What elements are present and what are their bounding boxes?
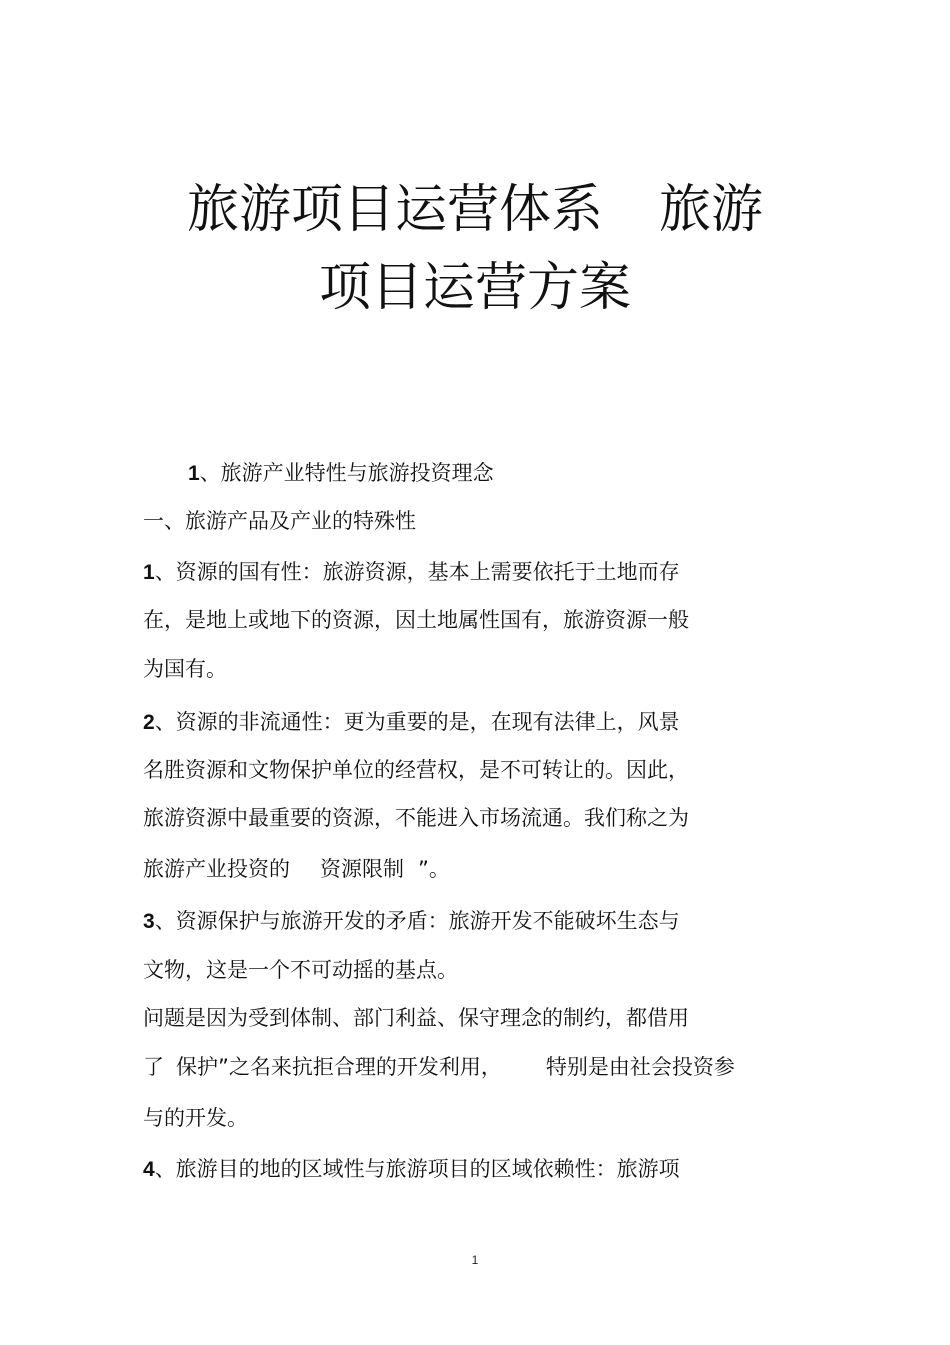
document-title-line-2: 项目运营方案 — [318, 258, 631, 318]
paragraph-2-line-2: 名胜资源和文物保护单位的经营权，是不可转让的。因此， — [143, 758, 689, 782]
paragraph-3-line-5: 与的开发。 — [143, 1106, 248, 1130]
title-part-a: 旅游项目运营体系 — [186, 180, 603, 240]
section-heading: 一、旅游产品及产业的特殊性 — [143, 509, 416, 533]
page-number: 1 — [471, 1253, 479, 1267]
paragraph-3-line-1: 3、资源保护与旅游开发的矛盾：旅游开发不能破坏生态与 — [143, 909, 680, 933]
heading-1: 1、旅游产业特性与旅游投资理念 — [188, 461, 494, 485]
paragraph-1-line-3: 为国有。 — [143, 657, 227, 681]
paragraph-4-line-1: 4、旅游目的地的区域性与旅游项目的区域依赖性：旅游项 — [143, 1157, 680, 1181]
paragraph-1-line-1: 1、资源的国有性：旅游资源，基本上需要依托于土地而存 — [143, 560, 680, 584]
paragraph-1-line-2: 在，是地上或地下的资源，因土地属性国有，旅游资源一般 — [143, 608, 689, 632]
paragraph-2-line-4: 旅游产业投资的 资源限制 ”。 — [143, 857, 450, 881]
document-title-line-1 — [100, 180, 850, 240]
paragraph-3-line-2: 文物，这是一个不可动摇的基点。 — [143, 958, 458, 982]
paragraph-3-line-4: 了 保护”之名来抗拒合理的开发利用， 特别是由社会投资参 — [143, 1055, 735, 1079]
title-part-b: 旅游 — [659, 180, 764, 240]
paragraph-2-line-1: 2、资源的非流通性：更为重要的是，在现有法律上，风景 — [143, 710, 680, 734]
paragraph-2-line-3: 旅游资源中最重要的资源，不能进入市场流通。我们称之为 — [143, 806, 689, 830]
paragraph-3-line-3: 问题是因为受到体制、部门利益、保守理念的制约，都借用 — [143, 1006, 689, 1030]
